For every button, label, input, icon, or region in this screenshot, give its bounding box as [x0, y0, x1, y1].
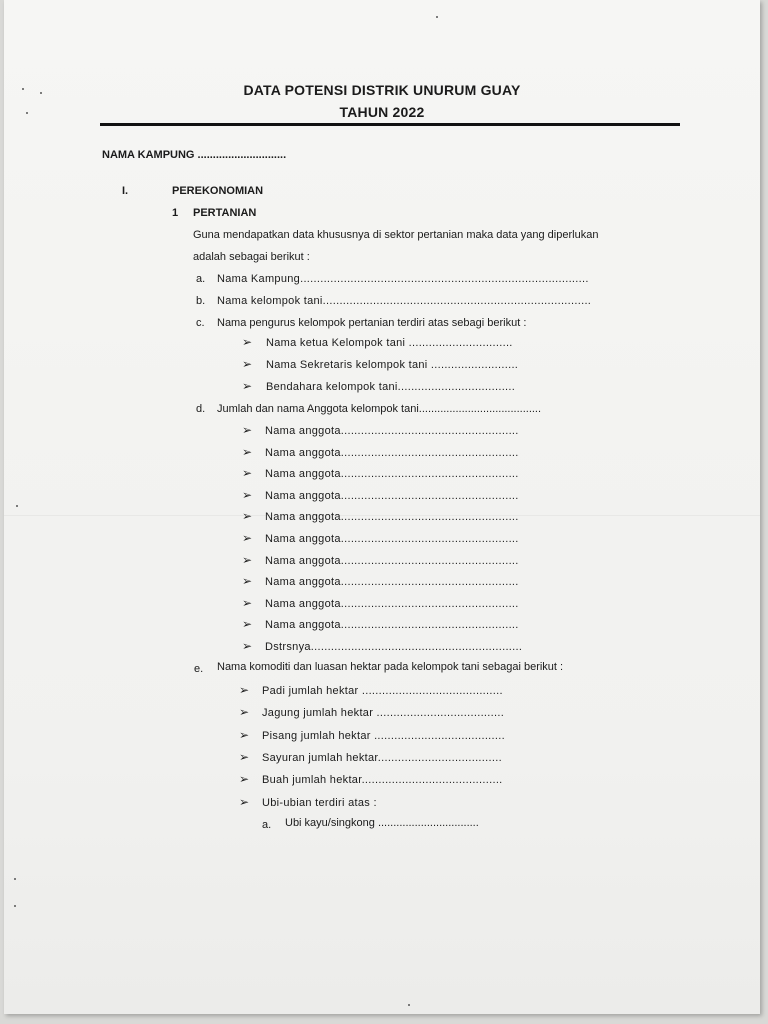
paper-speck: [26, 112, 28, 114]
nama-kampung-header: NAMA KAMPUNG .............................: [102, 149, 287, 161]
arrow-bullet-icon: ➢: [242, 379, 253, 393]
arrow-bullet-icon: ➢: [242, 335, 253, 349]
anggota-field: Nama anggota.....................................................: [265, 533, 519, 545]
item-b-letter: b.: [196, 295, 206, 307]
pengurus-field: Nama ketua Kelompok tani ...............................: [266, 337, 513, 349]
anggota-field: Nama anggota.....................................................: [265, 597, 519, 610]
item-c-text: Nama pengurus kelompok pertanian terdiri atas sebagi berikut :: [217, 317, 527, 329]
section-number: I.: [122, 185, 129, 197]
paper-speck: [40, 92, 42, 94]
anggota-field: Nama anggota.....................................................: [265, 468, 519, 481]
item-a-nama-kampung-field: Nama Kampung......................................................................................: [217, 273, 589, 285]
title-divider: [100, 123, 680, 126]
anggota-field: Nama anggota.....................................................: [265, 554, 519, 567]
paper-speck: [436, 16, 438, 18]
arrow-bullet-icon: ➢: [242, 595, 253, 610]
document-subtitle: TAHUN 2022: [339, 104, 425, 120]
arrow-bullet-icon: ➢: [242, 487, 253, 502]
arrow-bullet-icon: ➢: [242, 423, 253, 437]
arrow-bullet-icon: ➢: [242, 639, 253, 653]
arrow-bullet-icon: ➢: [242, 552, 253, 567]
intro-text-line-1: Guna mendapatkan data khususnya di sektor pertanian maka data yang diperlukan: [193, 229, 599, 241]
item-d-text: Jumlah dan nama Anggota kelompok tani........................................: [217, 403, 542, 415]
anggota-field: Nama anggota.....................................................: [265, 511, 519, 524]
item-e-letter: e.: [194, 663, 204, 675]
paper-speck: [16, 505, 18, 507]
paper-speck: [14, 878, 16, 880]
arrow-bullet-icon: ➢: [239, 749, 250, 764]
komoditi-field: Pisang jumlah hektar .......................................: [262, 729, 505, 742]
item-a-letter: a.: [196, 273, 206, 285]
paper-speck: [408, 1004, 410, 1006]
anggota-field: Nama anggota.....................................................: [265, 425, 519, 437]
arrow-bullet-icon: ➢: [242, 574, 253, 589]
pengurus-field: Nama Sekretaris kelompok tani ..........................: [266, 359, 519, 371]
arrow-bullet-icon: ➢: [242, 357, 253, 371]
anggota-field: Nama anggota.....................................................: [265, 446, 519, 459]
arrow-bullet-icon: ➢: [239, 705, 250, 720]
arrow-bullet-icon: ➢: [239, 772, 250, 787]
item-d-letter: d.: [196, 403, 206, 415]
ubi-kayu-singkong-field: Ubi kayu/singkong .................................: [285, 817, 479, 829]
arrow-bullet-icon: ➢: [242, 466, 253, 481]
anggota-field: Dstrsnya...............................................................: [265, 641, 523, 653]
anggota-field: Nama anggota.....................................................: [265, 576, 519, 589]
ubi-sub-item-letter: a.: [262, 819, 272, 831]
item-b-kelompok-tani-field: Nama kelompok tani................................................................................: [217, 295, 592, 307]
intro-text-line-2: adalah sebagai berikut :: [193, 251, 310, 263]
komoditi-field: Padi jumlah hektar ..........................................: [262, 685, 503, 697]
arrow-bullet-icon: ➢: [239, 683, 250, 697]
pengurus-field: Bendahara kelompok tani...................................: [266, 381, 516, 393]
paper-speck: [22, 88, 24, 90]
arrow-bullet-icon: ➢: [242, 509, 253, 524]
item-e-text: Nama komoditi dan luasan hektar pada kelompok tani sebagai berikut :: [217, 661, 564, 673]
anggota-field: Nama anggota.....................................................: [265, 619, 519, 632]
form-page: [4, 0, 760, 1014]
arrow-bullet-icon: ➢: [242, 531, 253, 545]
subsection-number: 1: [172, 207, 179, 219]
komoditi-field: Sayuran jumlah hektar.....................................: [262, 751, 502, 764]
arrow-bullet-icon: ➢: [239, 794, 250, 809]
item-c-letter: c.: [196, 317, 205, 329]
komoditi-field: Buah jumlah hektar..........................................: [262, 774, 503, 787]
arrow-bullet-icon: ➢: [242, 444, 253, 459]
paper-speck: [14, 905, 16, 907]
anggota-field: Nama anggota.....................................................: [265, 489, 519, 502]
komoditi-field: Ubi-ubian terdiri atas :: [262, 796, 377, 809]
subsection-title: PERTANIAN: [193, 207, 257, 219]
arrow-bullet-icon: ➢: [242, 617, 253, 632]
arrow-bullet-icon: ➢: [239, 727, 250, 742]
komoditi-field: Jagung jumlah hektar ......................................: [262, 707, 505, 720]
section-title: PEREKONOMIAN: [172, 185, 264, 197]
document-title: DATA POTENSI DISTRIK UNURUM GUAY: [243, 82, 521, 98]
